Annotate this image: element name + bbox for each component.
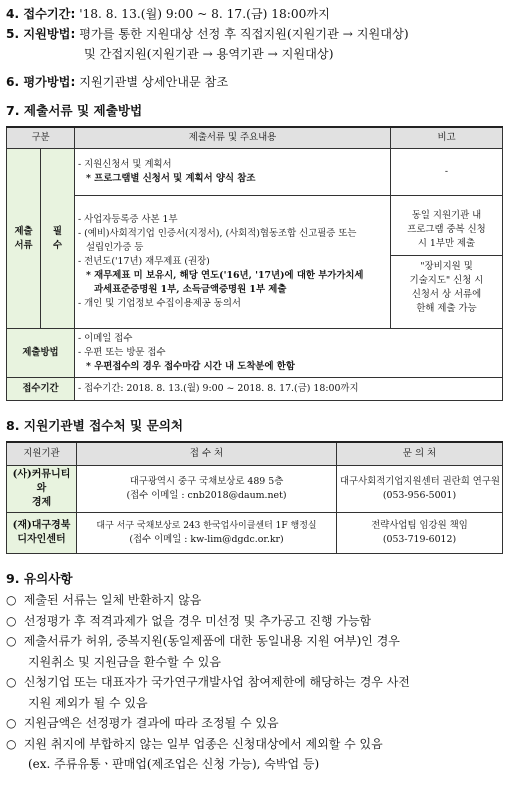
list-item	[6, 631, 502, 652]
note-block-b	[391, 256, 502, 320]
inquiry-cell	[337, 513, 503, 554]
note-cell-2	[391, 196, 503, 329]
circle-bullet-icon: ○	[6, 736, 17, 751]
method-line: * 우편접수의 경우 접수마감 시간 내 도착분에 한함	[86, 361, 295, 372]
circle-bullet-icon: ○	[6, 675, 17, 689]
list-item-text: 지원 취지에 부합하지 않는 일부 업종은 신청대상에서 제외할 수 있음	[23, 736, 383, 751]
table-row	[7, 513, 503, 554]
period-cell: - 접수기간: 2018. 8. 13.(월) 9:00 ~ 2018. 8. 17.(금) 18:00까지	[75, 378, 503, 401]
category-part2: 서류	[14, 239, 33, 251]
list-item	[6, 693, 502, 714]
list-item	[6, 713, 502, 734]
required-cell	[41, 149, 75, 329]
list-item	[6, 672, 502, 693]
section-7-title: 7. 제출서류 및 제출방법	[6, 103, 143, 118]
phone-line: (053-719-6012)	[382, 534, 457, 545]
phone-line: (053-956-5001)	[382, 490, 457, 501]
section-4-text: '18. 8. 13.(월) 9:00 ~ 8. 17.(금) 18:00까지	[79, 7, 330, 21]
notes-list	[6, 590, 502, 775]
period-label: 접수기간	[7, 378, 75, 401]
method-cell	[75, 329, 503, 378]
required-part1: 필	[52, 225, 63, 237]
header-category: 구분	[7, 127, 75, 149]
org-name	[7, 466, 77, 513]
org-line: (사)커뮤니티와	[12, 469, 71, 494]
list-item	[6, 734, 502, 755]
doc-line: 설립인가증 등	[86, 242, 144, 253]
note-line: 시 1부만 제출	[417, 237, 476, 249]
method-label: 제출방법	[7, 329, 75, 378]
address-line: 대구 서구 국채보상로 243 한국업사이클센터 1F 행정실	[96, 521, 317, 531]
docs-cell-2	[75, 196, 391, 329]
section-9-title: 9. 유의사항	[6, 571, 73, 586]
list-item-text: 지원금액은 선정평가 결과에 따라 조정될 수 있음	[23, 716, 279, 730]
inquiry-cell	[337, 466, 503, 513]
header-inquiry: 문 의 처	[337, 442, 503, 466]
table-row	[7, 466, 503, 513]
required-part2: 수	[52, 239, 63, 251]
reception-cell	[77, 466, 337, 513]
header-remarks: 비고	[391, 127, 503, 149]
section-5-line1: 평가를 통한 지원대상 선정 후 직접지원(지원기관 → 지원대상)	[79, 27, 409, 41]
contact-table	[6, 441, 503, 554]
docs-cell-1	[75, 149, 391, 196]
circle-bullet-icon: ○	[6, 716, 17, 730]
org-line: 디자인센터	[17, 534, 66, 545]
note-line: 기술지도" 신청 시	[409, 274, 484, 286]
list-item	[6, 754, 502, 775]
doc-line: * 프로그램별 신청서 및 계획서 양식 참조	[86, 173, 256, 184]
list-item-text: 선정평가 후 적격과제가 없을 경우 미선정 및 추가공고 진행 가능함	[23, 613, 372, 628]
list-item	[6, 652, 502, 673]
section-5-line2: 및 간접지원(지원기관 → 용역기관 → 지원대상)	[84, 47, 334, 61]
circle-bullet-icon: ○	[6, 593, 17, 607]
list-item	[6, 590, 502, 611]
note-line: "장비지원 및	[420, 260, 473, 272]
circle-bullet-icon: ○	[6, 634, 17, 648]
list-item-text: (ex. 주류유통ㆍ판매업(제조업은 신청 가능), 숙박업 등)	[28, 757, 320, 771]
note-cell-1: -	[391, 149, 503, 196]
doc-line: - 지원신청서 및 계획서	[78, 159, 172, 170]
doc-line: 과세표준증명원 1부, 소득금액증명원 1부 제출	[94, 284, 287, 295]
org-name	[7, 513, 77, 554]
header-org: 지원기관	[7, 442, 77, 466]
section-6	[6, 72, 502, 92]
list-item-text: 지원취소 및 지원금을 환수할 수 있음	[28, 654, 221, 669]
doc-line-text: - 전년도('17년) 재무제표 (권장)	[78, 256, 210, 267]
list-item-text: 제출서류가 허위, 중복지원(동일제품에 대한 동일내용 지원 여부)인 경우	[23, 634, 400, 648]
note-line: 한해 제출 가능	[416, 302, 477, 314]
org-line: 경제	[31, 497, 52, 508]
method-line: - 이메일 접수	[78, 333, 133, 344]
doc-line	[78, 255, 387, 269]
contact-line: 대구사회적기업지원센터 권란희 연구원	[340, 476, 500, 487]
email-line: (접수 이메일 : cnb2018@daum.net)	[126, 490, 287, 501]
header-documents: 제출서류 및 주요내용	[75, 127, 391, 149]
submission-table	[6, 126, 503, 401]
section-8-title: 8. 지원기관별 접수처 및 문의처	[6, 418, 184, 433]
list-item-text: 지원 제외가 될 수 있음	[28, 695, 148, 710]
doc-line: - (예비)사회적기업 인증서(지정서), (사회적)협동조합 신고필증 또는	[78, 228, 357, 239]
doc-line: - 사업자등록증 사본 1부	[78, 214, 178, 225]
section-5-label: 5. 지원방법:	[6, 27, 76, 41]
header-reception: 접 수 처	[77, 442, 337, 466]
section-6-text: 지원기관별 상세안내문 참조	[79, 75, 229, 89]
doc-line: * 재무제표 미 보유시, 해당 연도('16년, '17년)에 대한 부가가치세	[86, 270, 364, 281]
section-6-label: 6. 평가방법:	[6, 75, 76, 89]
category-part1: 제출	[14, 225, 33, 237]
org-line: (재)대구경북	[12, 520, 71, 531]
note-line: 신청서 상 서류에	[411, 288, 482, 300]
list-item-text: 신청기업 또는 대표자가 국가연구개발사업 참여제한에 해당하는 경우 사전	[23, 675, 410, 689]
email-line: (접수 이메일 : kw-lim@dgdc.or.kr)	[129, 534, 284, 545]
circle-bullet-icon: ○	[6, 613, 17, 628]
note-line: 동일 지원기관 내	[411, 209, 482, 221]
section-5	[6, 24, 502, 44]
list-item-text: 제출된 서류는 일체 반환하지 않음	[23, 593, 202, 607]
address-line: 대구광역시 중구 국채보상로 489 5층	[129, 476, 284, 487]
doc-line: - 개인 및 기업정보 수집이용제공 동의서	[78, 298, 241, 309]
contact-line: 전략사업팀 임강원 책임	[371, 520, 468, 531]
method-line: - 우편 또는 방문 접수	[78, 347, 166, 358]
section-4	[6, 4, 502, 24]
category-cell	[7, 149, 41, 329]
section-4-label: 4. 접수기간:	[6, 7, 76, 21]
note-line: 프로그램 중복 신청	[407, 223, 486, 235]
list-item	[6, 611, 502, 632]
note-block-a	[391, 205, 502, 256]
reception-cell	[77, 513, 337, 554]
